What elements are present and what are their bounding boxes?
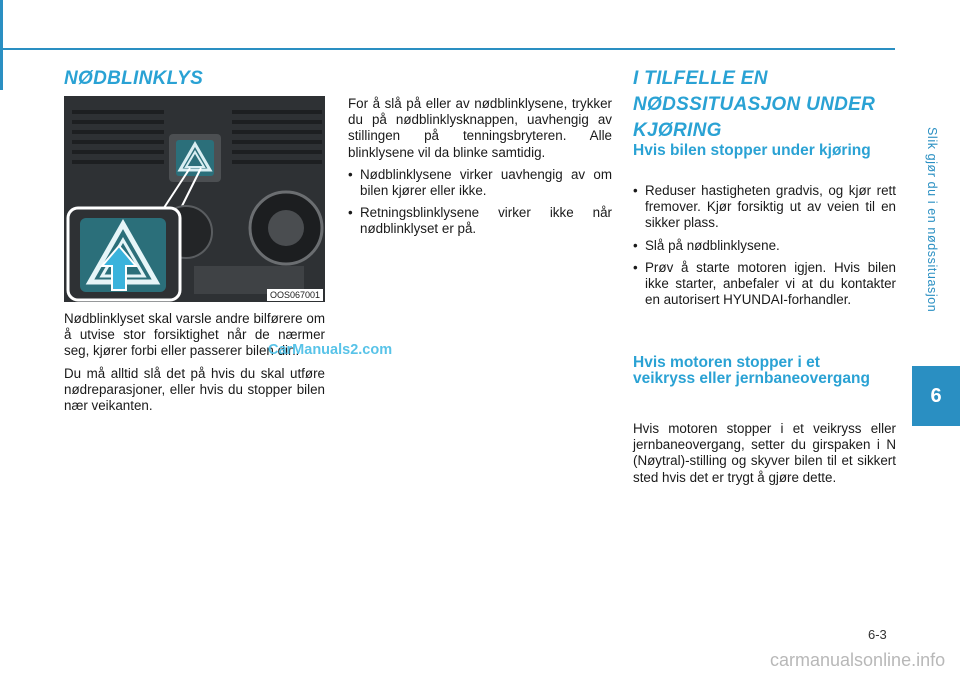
- paragraph: Hvis motoren stopper i et veikryss eller jernbaneovergang, setter du girspaken i N (Nøytral)-stilling og skyver bilen til et sikkert sted hvis det er trygt å gjøre dette.: [633, 421, 896, 485]
- hazard-button-photo: [64, 96, 325, 302]
- list-item: • Nødblinklysene virker uavhengig av om bilen kjører eller ikke.: [348, 167, 612, 199]
- list-item: • Retningsblinklysene virker ikke når nødblinklyset er på.: [348, 205, 612, 237]
- dashboard-illustration: [64, 96, 325, 302]
- list-item: • Reduser hastigheten gradvis, og kjør rett fremover. Kjør forsiktig ut av veien til en sikker plass.: [633, 183, 896, 232]
- header-rule: [0, 48, 895, 50]
- top-left-rule: [0, 0, 3, 90]
- subheading-engine-stops: Hvis motoren stopper i et veikryss eller jernbaneovergang: [633, 354, 870, 387]
- bullet-list: [633, 183, 896, 308]
- subheading-car-stops: Hvis bilen stopper under kjøring: [633, 142, 871, 159]
- paragraph: Nødblinklyset skal varsle andre bilførere om å utvise stor forsiktighet når de nærmer seg, kjører forbi eller passerer bilen din.: [64, 311, 325, 359]
- page-number: 6-3: [868, 627, 887, 642]
- bullet-list: [348, 167, 612, 238]
- section-heading-hazard-lights: NØDBLINKLYS: [64, 68, 204, 89]
- chapter-side-title: Slik gjør du i en nødssituasjon: [925, 127, 939, 313]
- right-column-text-2: [633, 421, 896, 492]
- paragraph: For å slå på eller av nødblinklysene, trykker du på nødblinklysknappen, uavhengig av stillingen på tenningsbryteren. Alle blinklysene vil da blinke samtidig.: [348, 96, 612, 160]
- section-heading-emergency-driving: I TILFELLE EN NØDSSITUASJON UNDER KJØRING: [633, 68, 876, 141]
- photo-caption: OOS067001: [267, 289, 323, 301]
- list-item: • Slå på nødblinklysene.: [633, 238, 896, 254]
- right-column-text: [633, 183, 896, 314]
- list-item: • Prøv å starte motoren igjen. Hvis bilen ikke starter, anbefaler vi at du kontakter en autorisert HYUNDAI-forhandler.: [633, 260, 896, 309]
- left-column-text: [64, 311, 325, 420]
- watermark-text: CarManuals2.com: [268, 342, 393, 358]
- paragraph: Du må alltid slå det på hvis du skal utføre nødreparasjoner, eller hvis du stopper bilen nær veikanten.: [64, 365, 325, 414]
- chapter-tab: 6: [912, 366, 960, 426]
- middle-column-text: [348, 96, 612, 244]
- footer-watermark: carmanualsonline.info: [770, 650, 946, 670]
